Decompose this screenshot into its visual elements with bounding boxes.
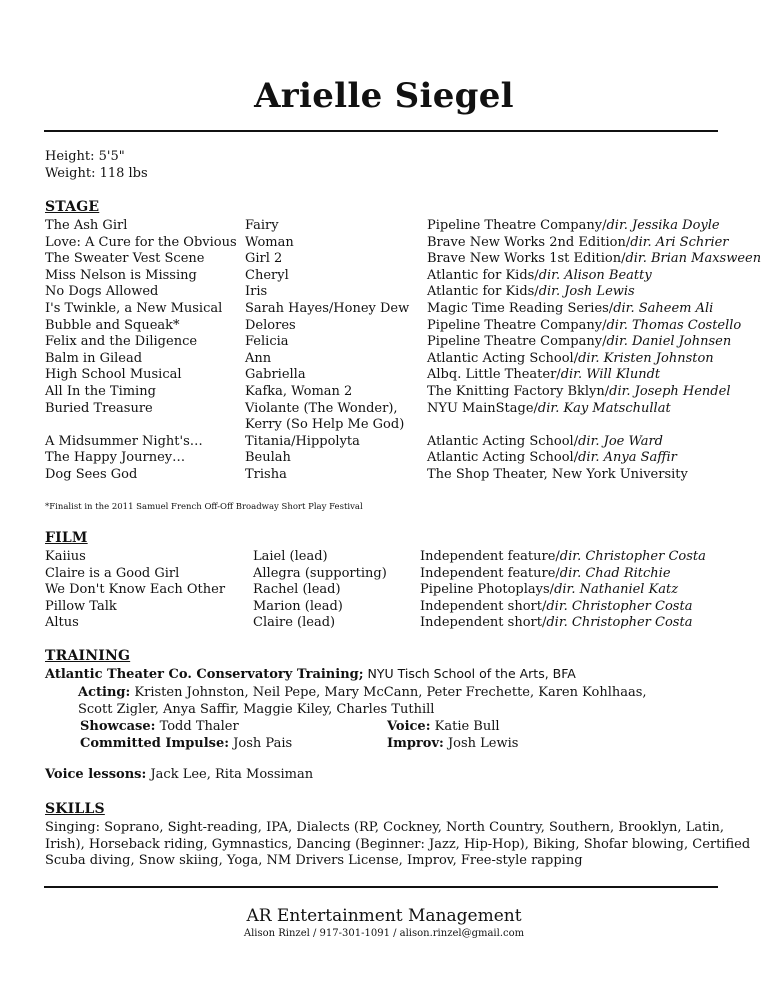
stage-venue [427, 301, 713, 316]
film-venue-name: Pipeline Photoplays/ [420, 582, 555, 598]
film-role: Allegra (supporting) [253, 565, 387, 581]
stage-title: Felix and the Diligence [45, 334, 198, 350]
stage-venue [427, 318, 741, 333]
film-venue-name: Independent short/ [420, 598, 547, 614]
film-director: dir. Christopher Costa [546, 598, 693, 614]
stage-venue-name: The Shop Theater, New York University [427, 467, 688, 482]
impulse-line [80, 736, 292, 751]
stage-title: All In the Timing [45, 384, 156, 399]
acting-line-2: Scott Zigler, Anya Saffir, Maggie Kiley, Charles Tuthill [78, 702, 435, 717]
film-title: Kaiius [45, 549, 86, 564]
improv-label: Improv: [387, 736, 444, 751]
stage-director: dir. Kay Matschullat [537, 400, 671, 416]
stage-venue-name: NYU MainStage/ [427, 400, 538, 416]
voice-lessons-value: Jack Lee, Rita Mossiman [146, 767, 314, 782]
showcase-line [80, 719, 239, 734]
film-venue [420, 615, 692, 630]
stage-row [0, 450, 768, 467]
stage-venue [427, 384, 730, 399]
stage-title: Love: A Cure for the Obvious [45, 234, 237, 250]
weight-stat: Weight: 118 lbs [45, 166, 148, 181]
film-venue [420, 549, 706, 564]
improv-value: Josh Lewis [443, 736, 519, 751]
skills-line-2: Irish), Horseback riding, Gymnastics, Dancing (Beginner: Jazz, Hip-Hop), Biking, Shofar blowing, Certified [45, 837, 751, 852]
stage-title: I's Twinkle, a New Musical [45, 301, 223, 316]
stage-title: The Happy Journey… [45, 450, 186, 466]
film-row [0, 582, 768, 599]
stage-role: Girl 2 [245, 251, 283, 267]
stage-venue-name: Pipeline Theatre Company/ [427, 334, 607, 350]
film-venue-name: Independent short/ [420, 615, 547, 631]
stage-role: Sarah Hayes/Honey Dew [245, 301, 410, 316]
program-label: Atlantic Theater Co. Conservatory Training; [45, 667, 364, 682]
stage-venue [427, 284, 635, 299]
film-director: dir. Chad Ritchie [559, 565, 671, 581]
stage-title: Dog Sees God [45, 467, 138, 482]
improv-line [387, 736, 518, 751]
voice-value: Katie Bull [430, 719, 500, 734]
film-title: We Don't Know Each Other [45, 582, 226, 598]
skills-line-1: Singing: Soprano, Sight-reading, IPA, Dialects (RP, Cockney, North Country, Southern, Brooklyn, Latin, [45, 820, 724, 835]
stage-venue-name: The Knitting Factory Bklyn/ [427, 384, 610, 399]
stage-role: Beulah [245, 450, 291, 466]
stage-title: Bubble and Squeak* [45, 317, 180, 333]
stage-director: dir. Daniel Johnsen [606, 334, 732, 350]
stage-row [0, 301, 768, 318]
stage-venue-name: Albq. Little Theater/ [427, 367, 561, 383]
film-role: Rachel (lead) [253, 582, 341, 598]
stage-director: dir. Brian Maxsween [625, 251, 762, 267]
film-venue [420, 582, 678, 597]
stage-venue [427, 434, 663, 449]
stage-row [0, 334, 768, 351]
stage-venue [427, 450, 677, 465]
stage-venue [427, 334, 731, 349]
resume-name: Arielle Siegel [254, 76, 514, 116]
showcase-label: Showcase: [80, 719, 156, 734]
stage-venue [427, 401, 671, 416]
stage-row [0, 367, 768, 384]
stage-venue-name: Pipeline Theatre Company/ [427, 218, 607, 233]
stage-role: Woman [245, 234, 294, 250]
showcase-value: Todd Thaler [155, 719, 239, 734]
stage-director: dir. Josh Lewis [538, 284, 635, 300]
stage-venue-name: Atlantic Acting School/ [427, 433, 579, 449]
stage-title: Balm in Gilead [45, 350, 143, 366]
stage-director: dir. Thomas Costello [606, 317, 742, 333]
stage-venue-name: Pipeline Theatre Company/ [427, 317, 607, 333]
film-role: Claire (lead) [253, 615, 336, 631]
voice-lessons-line [45, 767, 313, 782]
stage-row [0, 417, 768, 434]
stage-row [0, 384, 768, 401]
film-title: Claire is a Good Girl [45, 565, 180, 581]
stage-venue [427, 367, 660, 382]
film-director: dir. Christopher Costa [546, 615, 693, 631]
stage-role: Trisha [245, 467, 287, 482]
film-heading: FILM [45, 530, 88, 546]
film-venue [420, 566, 671, 581]
film-row [0, 566, 768, 583]
stage-venue-name: Atlantic for Kids/ [427, 267, 539, 283]
stage-role: Iris [245, 284, 268, 300]
stage-director: dir. Saheem Ali [613, 301, 714, 316]
stage-role: Violante (The Wonder), [245, 400, 398, 416]
stage-director: dir. Alison Beatty [538, 267, 652, 283]
stage-title: Miss Nelson is Missing [45, 267, 197, 283]
program-value: NYU Tisch School of the Arts, BFA [363, 666, 576, 681]
agency-name: AR Entertainment Management [246, 906, 522, 926]
header-divider [44, 130, 718, 132]
stage-row [0, 401, 768, 418]
stage-venue [427, 218, 720, 233]
stage-venue-name: Atlantic for Kids/ [427, 284, 539, 300]
stage-director: dir. Joseph Hendel [609, 384, 731, 399]
stage-venue-name: Brave New Works 2nd Edition/ [427, 234, 631, 250]
film-row [0, 549, 768, 566]
voice-label: Voice: [387, 719, 431, 734]
film-row [0, 599, 768, 616]
stage-venue [427, 251, 761, 266]
stage-title: High School Musical [45, 367, 182, 383]
program-line [45, 666, 576, 682]
stage-row [0, 284, 768, 301]
acting-line [78, 685, 647, 700]
stage-role: Gabriella [245, 367, 306, 383]
stage-row [0, 218, 768, 235]
stage-director: dir. Anya Saffir [578, 450, 677, 466]
stage-director: dir. Jessika Doyle [606, 218, 720, 233]
stage-role: Kerry (So Help Me God) [245, 417, 405, 433]
stage-role: Delores [245, 317, 296, 333]
stage-role: Cheryl [245, 267, 289, 283]
stage-venue [427, 235, 729, 250]
agency-contact: Alison Rinzel / 917-301-1091 / alison.rinzel@gmail.com [243, 928, 525, 939]
voice-line [387, 719, 500, 734]
finalist-note: *Finalist in the 2011 Samuel French Off-Off Broadway Short Play Festival [45, 502, 363, 512]
film-role: Laiel (lead) [253, 549, 328, 564]
stage-role: Felicia [245, 334, 289, 350]
stage-title: Buried Treasure [45, 400, 153, 416]
stage-title: No Dogs Allowed [45, 284, 159, 300]
film-director: dir. Christopher Costa [559, 549, 706, 564]
stage-role: Ann [245, 350, 272, 366]
film-title: Pillow Talk [45, 598, 117, 614]
stage-row [0, 235, 768, 252]
stage-venue-name: Magic Time Reading Series/ [427, 301, 614, 316]
stage-venue [427, 467, 688, 482]
stage-row [0, 318, 768, 335]
stage-director: dir. Joe Ward [578, 433, 664, 449]
training-heading: TRAINING [45, 648, 131, 664]
stage-venue [427, 268, 652, 283]
film-venue-name: Independent feature/ [420, 549, 560, 564]
stage-role: Titania/Hippolyta [245, 433, 360, 449]
stage-title: A Midsummer Night's… [45, 433, 203, 449]
height-stat: Height: 5'5" [45, 149, 125, 164]
stage-director: dir. Ari Schrier [630, 234, 729, 250]
stage-heading: STAGE [45, 199, 100, 215]
stage-director: dir. Will Klundt [560, 367, 661, 383]
footer-divider [44, 886, 718, 888]
film-director: dir. Nathaniel Katz [554, 582, 679, 598]
stage-venue [427, 351, 714, 366]
film-venue-name: Independent feature/ [420, 565, 560, 581]
film-row [0, 615, 768, 632]
stage-venue-name: Brave New Works 1st Edition/ [427, 251, 626, 267]
stage-row [0, 251, 768, 268]
impulse-value: Josh Pais [229, 736, 293, 751]
film-role: Marion (lead) [253, 598, 343, 614]
stage-director: dir. Kristen Johnston [578, 350, 714, 366]
stage-row [0, 268, 768, 285]
voice-lessons-label: Voice lessons: [45, 767, 147, 782]
acting-label: Acting: [78, 685, 131, 700]
stage-row [0, 467, 768, 484]
stage-venue-name: Atlantic Acting School/ [427, 450, 579, 466]
film-venue [420, 599, 692, 614]
impulse-label: Committed Impulse: [80, 736, 230, 751]
stage-title: The Sweater Vest Scene [45, 251, 205, 267]
stage-role: Fairy [245, 218, 279, 233]
skills-line-3: Scuba diving, Snow skiing, Yoga, NM Drivers License, Improv, Free-style rapping [45, 853, 583, 868]
acting-value: Kristen Johnston, Neil Pepe, Mary McCann, Peter Frechette, Karen Kohlhaas, [130, 685, 647, 700]
skills-heading: SKILLS [45, 801, 105, 817]
stage-venue-name: Atlantic Acting School/ [427, 350, 579, 366]
film-title: Altus [45, 615, 79, 631]
stage-row [0, 351, 768, 368]
stage-role: Kafka, Woman 2 [245, 384, 353, 399]
stage-title: The Ash Girl [45, 218, 128, 233]
stage-row [0, 434, 768, 451]
